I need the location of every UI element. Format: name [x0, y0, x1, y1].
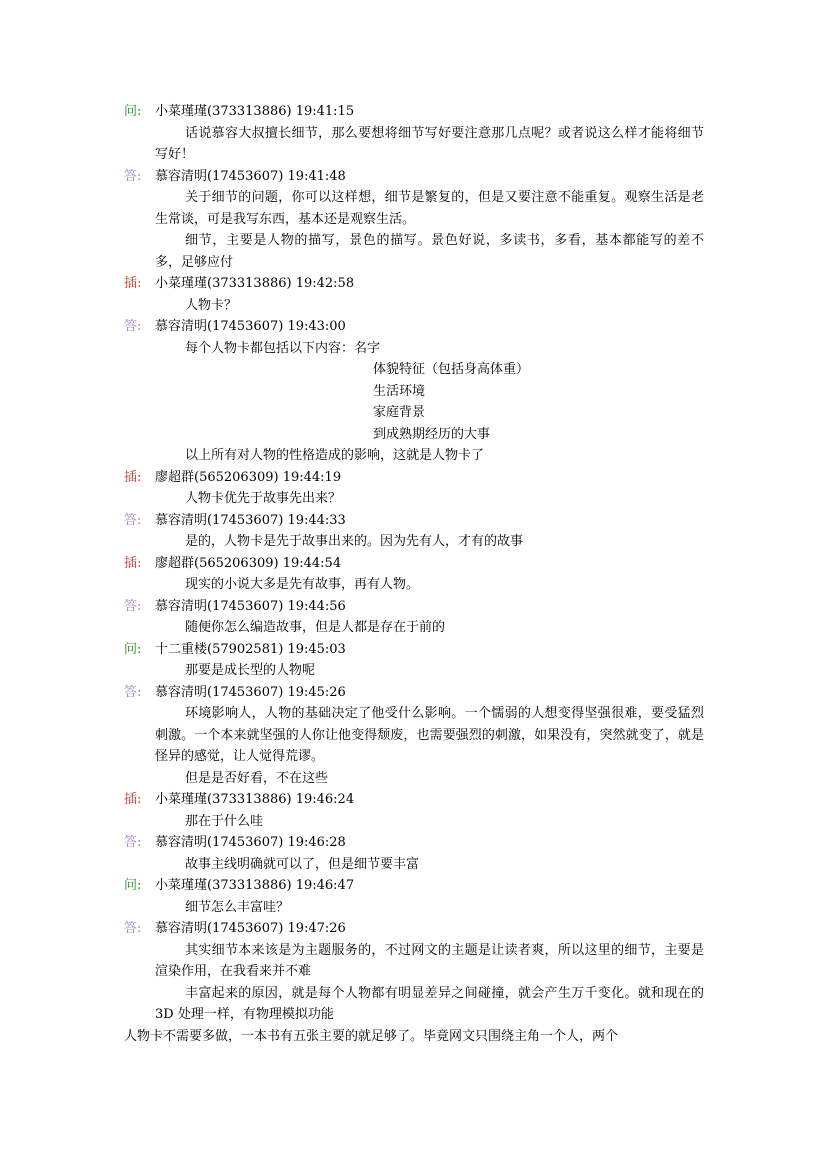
message-text: 那要是成长型的人物呢: [185, 663, 316, 678]
sender-timestamp: 小菜瑾瑾(373313886) 19:46:47: [155, 878, 355, 893]
message: [124, 510, 704, 553]
card-item: 体貌特征（包括身高体重）: [373, 362, 530, 377]
message-tag: 插:: [124, 276, 142, 291]
message-text: 故事主线明确就可以了，但是细节要丰富: [185, 856, 420, 872]
message-text: 是的，人物卡是先于故事出来的。因为先有人，才有的故事: [185, 534, 524, 549]
message-text: 随便你怎么编造故事，但是人都是存在于前的: [185, 620, 446, 635]
card-item: 家庭背景: [373, 405, 426, 420]
message: [124, 832, 704, 875]
message-text: 环境影响人，人物的基础决定了他受什么影响。一个懦弱的人想变得坚强很难，要受猛烈刺激。一个本来就坚强的人你让他变得颓废，也需要强烈的刺激，如果没有，突然就变了，就是怪异的感觉，让人觉得荒谬。: [155, 706, 704, 764]
message-tag: 答:: [124, 319, 142, 334]
message-text: 人物卡不需要多做，一本书有五张主要的就足够了。毕竟网文只围绕主角一个人，两个: [124, 1028, 619, 1044]
message-tag: 答:: [124, 512, 142, 528]
sender-timestamp: 小菜瑾瑾(373313886) 19:41:15: [155, 104, 355, 119]
message-text: 但是是否好看，不在这些: [185, 770, 329, 786]
message: [124, 789, 704, 832]
message: [124, 596, 704, 639]
card-lead-text: 每个人物卡都包括以下内容：: [185, 340, 355, 356]
message-header: [124, 596, 704, 618]
message-header: [124, 639, 704, 661]
message-text: 细节，主要是人物的描写，景色的描写。景色好说，多读书，多看，基本都能写的差不多，足够应付: [155, 233, 704, 270]
message-text: 话说慕容大叔擅长细节，那么要想将细节写好要注意那几点呢？或者说这么样才能将细节写好！: [155, 125, 704, 162]
sender-timestamp: 慕容清明(17453607) 19:46:28: [155, 835, 346, 850]
message: [124, 101, 704, 166]
message-tag: 问:: [124, 641, 142, 657]
sender-timestamp: 慕容清明(17453607) 19:47:26: [155, 921, 346, 936]
message-header: [124, 682, 704, 704]
message-text: 人物卡？: [185, 297, 238, 313]
message-text: 现实的小说大多是先有故事，再有人物。: [185, 577, 420, 592]
message-tag: 答:: [124, 598, 142, 614]
card-item: 名字: [354, 340, 381, 356]
message-text: 其实细节本来该是为主题服务的，不过网文的主题是让读者爽，所以这里的细节，主要是渲染作用，在我看来并不难: [155, 942, 704, 979]
message-header: [124, 789, 704, 811]
message: [124, 875, 704, 918]
sender-timestamp: 慕容清明(17453607) 19:44:56: [155, 598, 346, 614]
message-tag: 插:: [124, 555, 142, 571]
message-tag: 问:: [124, 878, 142, 893]
message: [124, 166, 704, 274]
message-header: [124, 166, 704, 188]
message-text: 那在于什么哇: [185, 813, 264, 829]
message-header: [124, 832, 704, 854]
message-header: [124, 273, 704, 295]
message: [124, 918, 704, 1047]
message-tag: 答:: [124, 921, 142, 936]
message: [124, 467, 704, 510]
sender-timestamp: 慕容清明(17453607) 19:44:33: [155, 512, 346, 528]
message: [124, 639, 704, 682]
message-header: [124, 510, 704, 532]
card-item: 到成熟期经历的大事: [373, 426, 491, 442]
sender-timestamp: 慕容清明(17453607) 19:45:26: [155, 684, 346, 700]
message-text: 细节怎么丰富哇？: [185, 899, 290, 915]
message-text: 以上所有对人物的性格造成的影响，这就是人物卡了: [185, 448, 485, 463]
card-item: 生活环境: [373, 383, 426, 399]
sender-timestamp: 廖超群(565206309) 19:44:19: [155, 469, 342, 485]
message: [124, 553, 704, 596]
message: [124, 273, 704, 316]
message-text: 关于细节的问题，你可以这样想，细节是繁复的，但是又要注意不能重复。观察生活是老生常谈，可是我写东西，基本还是观察生活。: [155, 190, 704, 227]
message-tag: 问:: [124, 104, 142, 119]
message: [124, 316, 704, 467]
message-header: [124, 467, 704, 489]
sender-timestamp: 廖超群(565206309) 19:44:54: [155, 555, 342, 571]
message-text: 人物卡优先于故事先出来？: [185, 491, 342, 506]
message-text: 丰富起来的原因，就是每个人物都有明显差异之间碰撞，就会产生万千变化。就和现在的 3D 处理一样，有物理模拟功能: [155, 985, 704, 1022]
chat-transcript: [124, 101, 704, 1047]
message-header: [124, 316, 704, 338]
message-tag: 答:: [124, 168, 142, 184]
card-lead-line: [155, 338, 704, 360]
sender-timestamp: 慕容清明(17453607) 19:43:00: [155, 319, 346, 334]
sender-timestamp: 慕容清明(17453607) 19:41:48: [155, 168, 346, 184]
message-tag: 插:: [124, 792, 142, 807]
character-card-list: [155, 338, 704, 446]
sender-timestamp: 小菜瑾瑾(373313886) 19:46:24: [155, 792, 355, 807]
sender-timestamp: 十二重楼(57902581) 19:45:03: [155, 641, 346, 657]
message-tag: 答:: [124, 835, 142, 850]
message-tag: 插:: [124, 469, 142, 485]
message-header: [124, 553, 704, 575]
message-header: [124, 101, 704, 123]
message-header: [124, 918, 704, 940]
message-tag: 答:: [124, 684, 142, 700]
message-header: [124, 875, 704, 897]
sender-timestamp: 小菜瑾瑾(373313886) 19:42:58: [155, 276, 355, 291]
message: [124, 682, 704, 790]
